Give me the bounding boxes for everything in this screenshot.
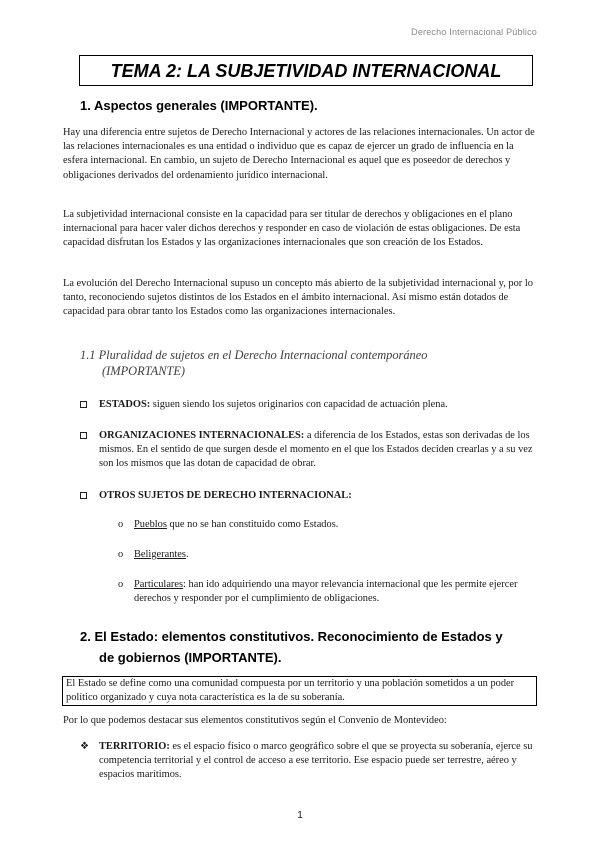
bullet-otros-sujetos	[80, 489, 535, 505]
paragraph-3: La evolución del Derecho Internacional supuso un concepto más abierto de la subjetividad internacional y, por lo tanto, reconociendo sujetos distintos de los Estados en el ámbito internacional. Así mismo están dotados de capacidad para obrar tanto los Estados como las organizaciones internacionales.	[63, 278, 533, 318]
subitem-term: Beligerantes	[134, 549, 186, 560]
circle-bullet-icon: o	[118, 579, 124, 590]
checkbox-bullet-icon	[80, 401, 87, 408]
subitem-term: Pueblos	[134, 519, 167, 530]
subsection-heading-line2: (IMPORTANTE)	[102, 363, 186, 378]
subsection-heading-line1: 1.1 Pluralidad de sujetos en el Derecho Internacional contemporáneo	[80, 348, 428, 362]
subitem-text: que no se han constituido como Estados.	[166, 519, 339, 530]
paragraph-1: Hay una diferencia entre sujetos de Derecho Internacional y actores de las relaciones internacionales. Un actor de las relaciones internacionales es una entidad o individuo que es capaz de ejercer un grado de influencia en la esfera internacional. En cambio, un sujeto de Derecho Internacional es aquel que es poseedor de derechos y obligaciones derivados del ordenamiento jurídico internacional.	[63, 127, 535, 181]
section-2-heading	[80, 626, 503, 668]
section-2-heading-line2: de gobiernos (IMPORTANTE).	[99, 650, 282, 665]
bullet-estados	[80, 398, 535, 414]
bullet-term: ESTADOS:	[99, 399, 151, 410]
page-number: 1	[297, 810, 303, 821]
bullet-organizaciones	[80, 429, 535, 473]
bullet-text: a diferencia de los Estados, estas son derivadas de los mismos. En el sentido de que surgen desde el momento en el que los Estados deciden crearlas y a su vez son los mismos que las dotan de capacidad de obrar.	[99, 430, 533, 470]
running-header: Derecho Internacional Público	[411, 27, 537, 37]
title-box	[79, 55, 533, 86]
subitem-particulares	[118, 578, 536, 608]
item-territorio	[80, 740, 536, 784]
checkbox-bullet-icon	[80, 432, 87, 439]
subitem-text: : han ido adquiriendo una mayor relevancia internacional que les permite ejercer derechos y responder por el cumplimiento de obligaciones.	[134, 579, 518, 605]
subitem-text: .	[185, 549, 189, 560]
page-title: TEMA 2: LA SUBJETIVIDAD INTERNACIONAL	[110, 61, 502, 81]
bullet-term: ORGANIZACIONES INTERNACIONALES:	[99, 430, 305, 441]
subsection-heading	[80, 348, 427, 379]
item-text: es el espacio físico o marco geográfico sobre el que se proyecta su soberanía, ejerce su competencia territorial y el control de acceso a ese territorio. Ese espacio puede ser terrestre, aéreo y espacios marítimos.	[99, 741, 533, 781]
subitem-pueblos	[118, 518, 536, 534]
bullet-text: siguen siendo los sujetos originarios con capacidad de actuación plena.	[150, 399, 448, 410]
section-1-heading: 1. Aspectos generales (IMPORTANTE).	[80, 98, 318, 113]
subitem-beligerantes	[118, 548, 536, 564]
checkbox-bullet-icon	[80, 492, 87, 499]
diamond-bullet-icon: ❖	[80, 741, 89, 752]
subitem-term: Particulares	[134, 579, 184, 590]
paragraph-2: La subjetividad internacional consiste en la capacidad para ser titular de derechos y obligaciones en el plano internacional para hacer valer dichos derechos y responder en caso de violación de estas obligaciones. De esta capacidad disfrutan los Estados y las organizaciones internacionales que son creación de los Estados.	[63, 209, 521, 249]
circle-bullet-icon: o	[118, 519, 124, 530]
item-term: TERRITORIO:	[99, 741, 170, 752]
section-2-heading-line1: 2. El Estado: elementos constitutivos. Reconocimiento de Estados y	[80, 629, 503, 644]
circle-bullet-icon: o	[118, 549, 124, 560]
state-definition-box: El Estado se define como una comunidad compuesta por un territorio y una población sometidos a un poder político organizado y cuya nota característica es la de su soberanía.	[62, 676, 537, 706]
elements-intro: Por lo que podemos destacar sus elementos constitutivos según el Convenio de Montevideo:	[63, 715, 447, 726]
bullet-term: OTROS SUJETOS DE DERECHO INTERNACIONAL:	[99, 490, 352, 501]
